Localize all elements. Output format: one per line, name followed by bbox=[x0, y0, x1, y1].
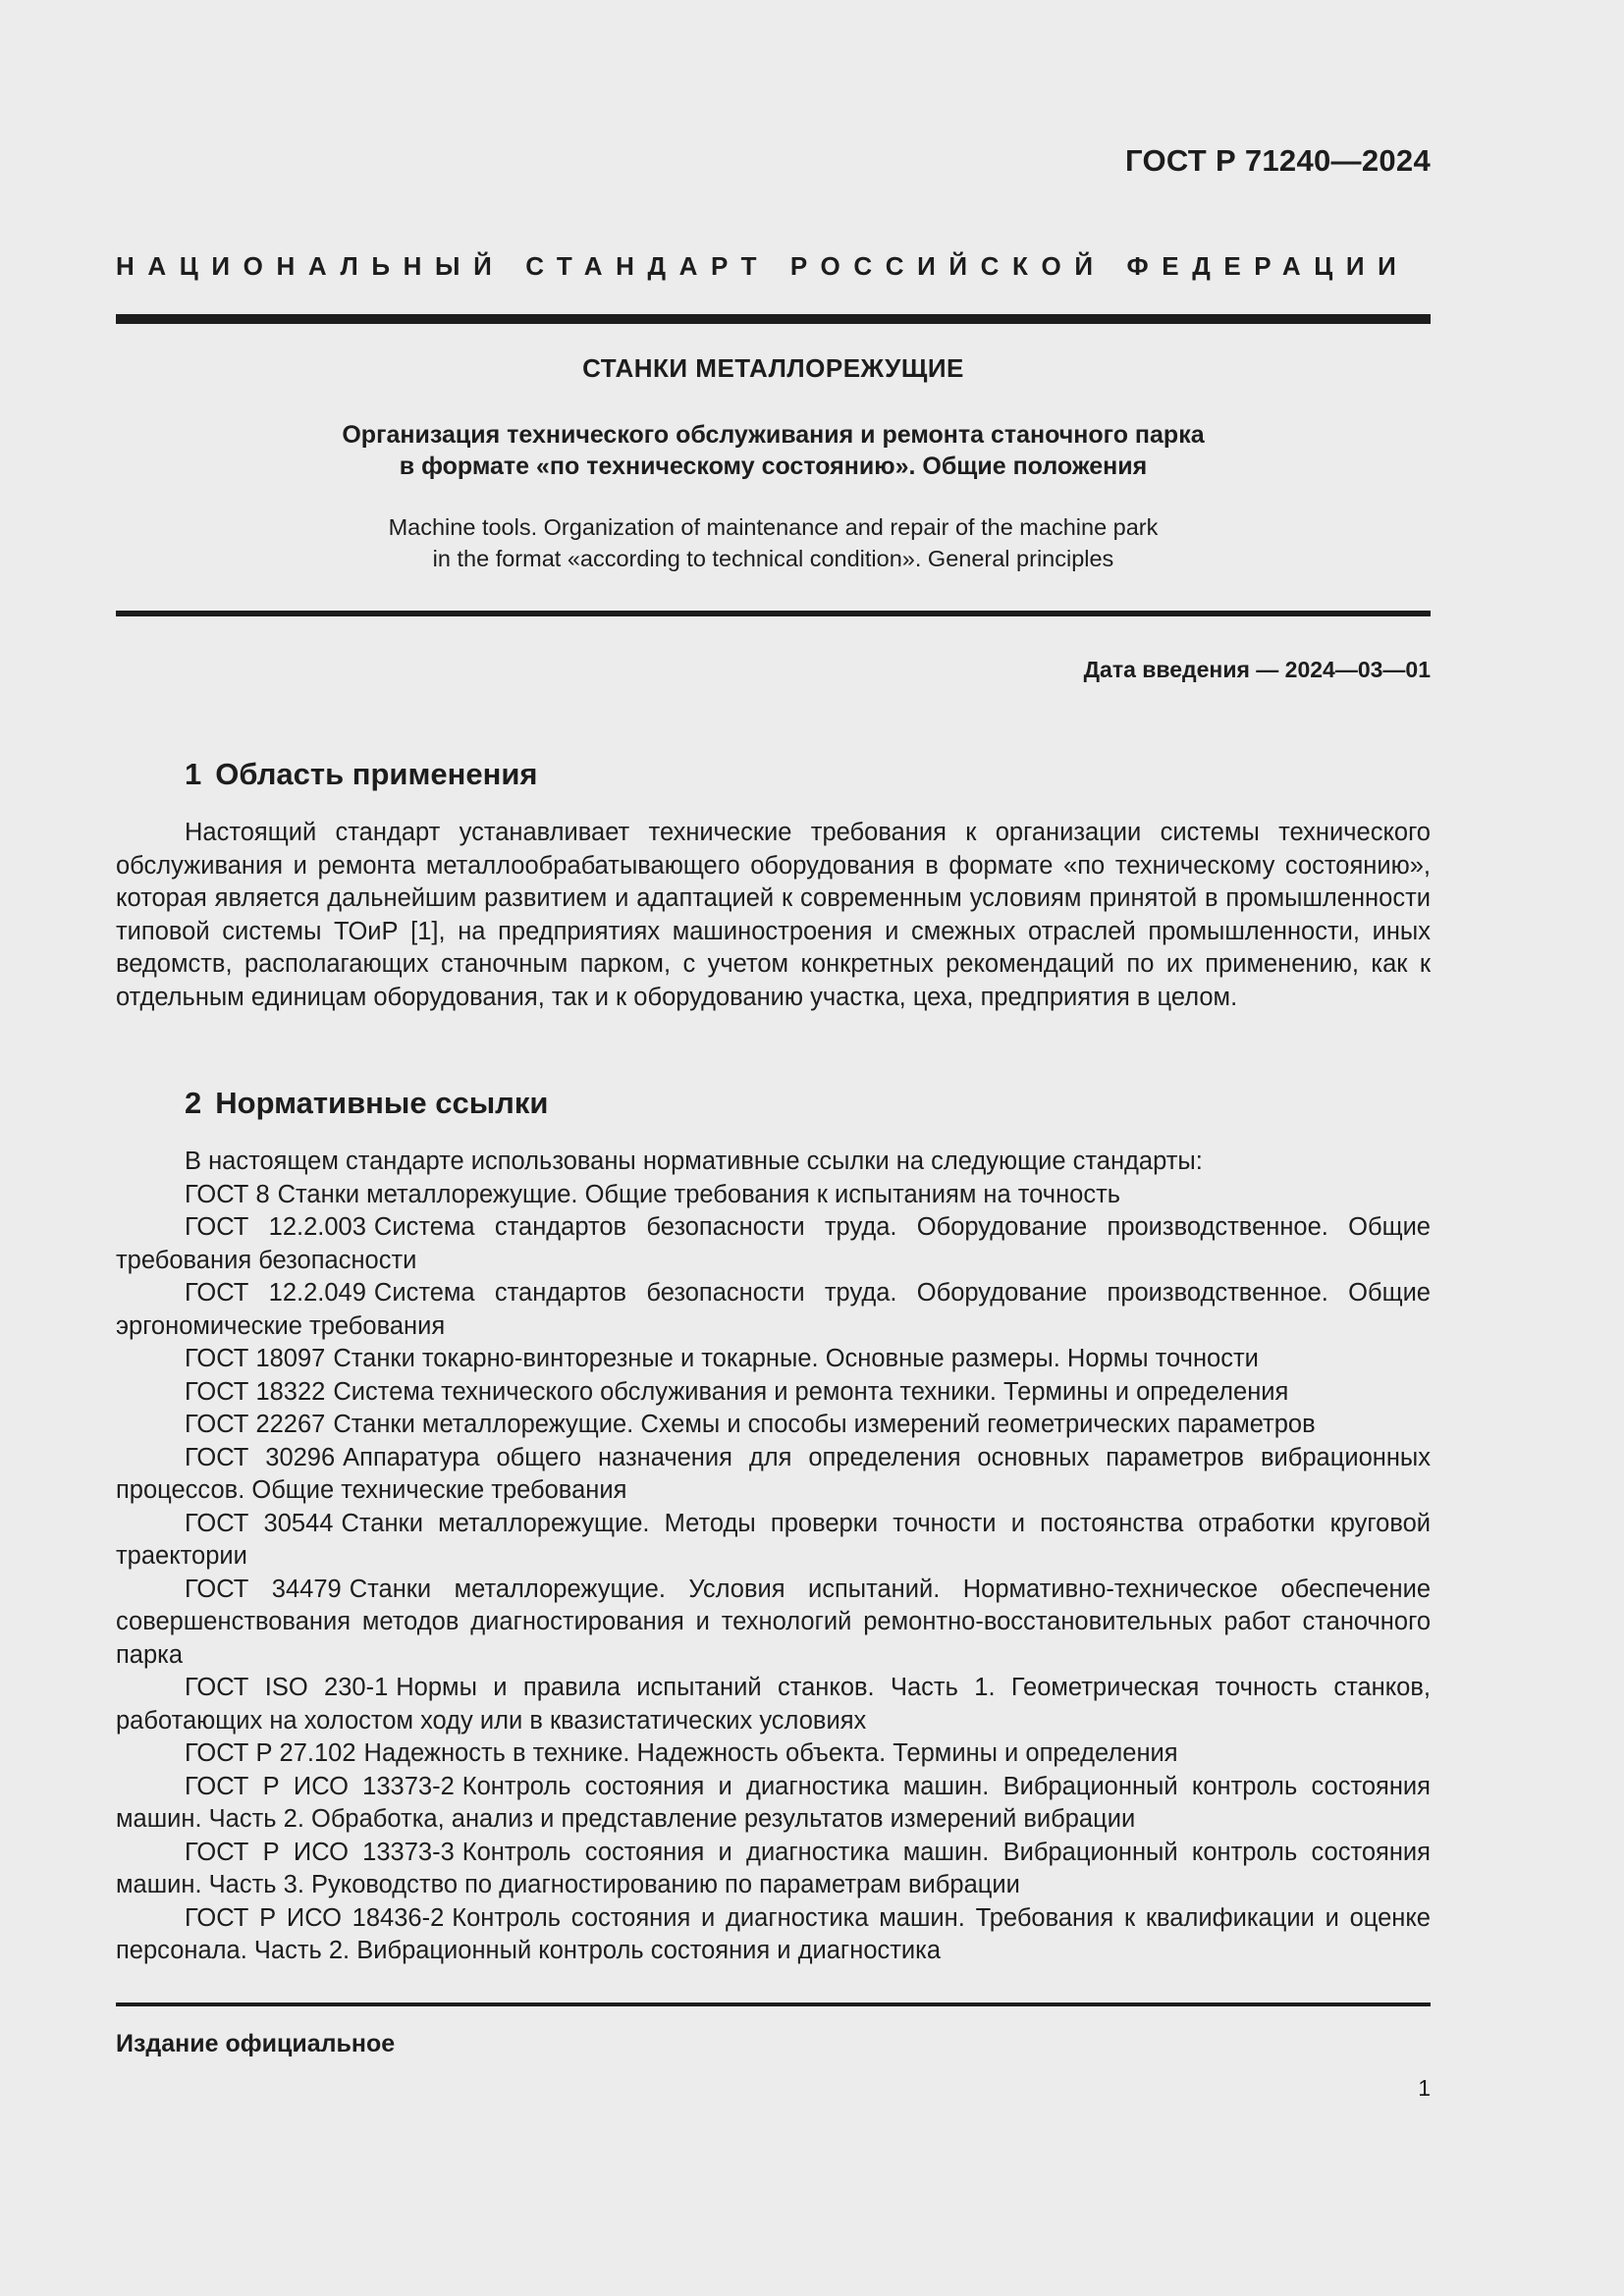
reference-code: ГОСТ 22267 bbox=[185, 1411, 326, 1438]
reference-text: Станки токарно-винторезные и токарные. Основные размеры. Нормы точности bbox=[333, 1345, 1259, 1372]
document-page bbox=[116, 0, 1431, 2296]
reference-text: Станки металлорежущие. Схемы и способы измерений геометрических параметров bbox=[333, 1411, 1316, 1438]
reference-text: Станки металлорежущие. Условия испытаний. Нормативно-техническое обеспечение совершенствования методов диагностирования и технологий ремонтно-восстановительных работ станочного парка bbox=[116, 1575, 1431, 1669]
national-standard-banner: НАЦИОНАЛЬНЫЙ СТАНДАРТ РОССИЙСКОЙ ФЕДЕРАЦИИ bbox=[116, 251, 1410, 281]
reference-code: ГОСТ Р ИСО 13373-3 bbox=[185, 1838, 455, 1866]
reference-item bbox=[116, 1771, 1431, 1837]
reference-text: Аппаратура общего назначения для определения основных параметров вибрационных процессов. Общие технические требования bbox=[116, 1443, 1431, 1504]
gost-number: ГОСТ Р 71240—2024 bbox=[1125, 143, 1431, 178]
document-subtitle bbox=[116, 419, 1431, 482]
reference-code: ГОСТ ISO 230-1 bbox=[185, 1674, 389, 1701]
date-introduced: Дата введения — 2024—03—01 bbox=[1083, 657, 1431, 682]
reference-text: Контроль состояния и диагностика машин. Вибрационный контроль состояния машин. Часть 2. Обработка, анализ и представление результатов измерений вибрации bbox=[116, 1772, 1431, 1833]
reference-item bbox=[116, 1902, 1431, 1968]
reference-item bbox=[116, 1574, 1431, 1673]
references-list bbox=[116, 1179, 1431, 1968]
reference-text: Система стандартов безопасности труда. Оборудование производственное. Общие эргономические требования bbox=[116, 1279, 1431, 1340]
page-number: 1 bbox=[1418, 2075, 1431, 2101]
reference-text: Надежность в технике. Надежность объекта. Термины и определения bbox=[363, 1739, 1178, 1767]
edition-label: Издание официальное bbox=[116, 2030, 396, 2057]
reference-item bbox=[116, 1508, 1431, 1574]
reference-text: Система стандартов безопасности труда. Оборудование производственное. Общие требования безопасности bbox=[116, 1213, 1431, 1274]
subtitle-line-2: в формате «по техническому состоянию». Общие положения bbox=[399, 453, 1148, 480]
section-1-heading bbox=[185, 757, 538, 792]
references-intro: В настоящем стандарте использованы нормативные ссылки на следующие стандарты: bbox=[185, 1148, 1203, 1175]
reference-code: ГОСТ 34479 bbox=[185, 1575, 342, 1603]
section-1-title: Область применения bbox=[215, 757, 538, 791]
reference-item bbox=[116, 1376, 1431, 1410]
reference-code: ГОСТ 12.2.049 bbox=[185, 1279, 366, 1307]
reference-text: Нормы и правила испытаний станков. Часть 1. Геометрическая точность станков, работающих на холостом ходу или в квазистатических условиях bbox=[116, 1674, 1431, 1735]
footer-divider bbox=[116, 2002, 1431, 2006]
section-2-heading bbox=[185, 1086, 548, 1121]
reference-code: ГОСТ 30296 bbox=[185, 1443, 336, 1471]
reference-code: ГОСТ 8 bbox=[185, 1180, 270, 1208]
reference-item bbox=[116, 1277, 1431, 1343]
document-subtitle-english bbox=[116, 511, 1431, 574]
reference-text: Контроль состояния и диагностика машин. Требования к квалификации и оценке персонала. Часть 2. Вибрационный контроль состояния и диагностика bbox=[116, 1903, 1431, 1964]
reference-code: ГОСТ 18322 bbox=[185, 1377, 326, 1406]
reference-code: ГОСТ Р ИСО 18436-2 bbox=[185, 1903, 445, 1932]
reference-item bbox=[116, 1211, 1431, 1277]
reference-code: ГОСТ Р 27.102 bbox=[185, 1739, 356, 1767]
reference-item bbox=[116, 1837, 1431, 1902]
title-divider bbox=[116, 611, 1431, 616]
english-line-2: in the format «according to technical condition». General principles bbox=[432, 546, 1114, 571]
reference-code: ГОСТ 12.2.003 bbox=[185, 1213, 366, 1241]
reference-text: Система технического обслуживания и ремонта техники. Термины и определения bbox=[333, 1377, 1289, 1406]
reference-code: ГОСТ 18097 bbox=[185, 1345, 326, 1372]
reference-item bbox=[116, 1179, 1431, 1212]
section-2-body bbox=[116, 1146, 1431, 1968]
reference-text: Станки металлорежущие. Общие требования к испытаниям на точность bbox=[277, 1180, 1121, 1208]
reference-item bbox=[116, 1442, 1431, 1508]
reference-item bbox=[116, 1672, 1431, 1737]
reference-item bbox=[116, 1737, 1431, 1771]
section-1-number: 1 bbox=[185, 757, 202, 791]
header-divider bbox=[116, 314, 1431, 324]
reference-text: Станки металлорежущие. Методы проверки точности и постоянства отработки круговой траектории bbox=[116, 1509, 1432, 1570]
section-1-body bbox=[116, 817, 1431, 1014]
subtitle-line-1: Организация технического обслуживания и ремонта станочного парка bbox=[342, 421, 1205, 449]
reference-code: ГОСТ Р ИСО 13373-2 bbox=[185, 1772, 455, 1800]
section-2-number: 2 bbox=[185, 1086, 202, 1120]
section-1-paragraph: Настоящий стандарт устанавливает технические требования к организации системы технического обслуживания и ремонта металлообрабатывающего оборудования в формате «по техническому состоянию», которая является дальнейшим развитием и адаптацией к современным условиям принятой в промышленности типовой системы ТОиР [1], на предприятиях машиностроения и смежных отраслей промышленности, иных ведомств, располагающих станочным парком, с учетом конкретных рекомендаций по их применению, как к отдельным единицам оборудования, так и к оборудованию участка, цеха, предприятия в целом. bbox=[116, 819, 1431, 1011]
reference-item bbox=[116, 1343, 1431, 1376]
reference-text: Контроль состояния и диагностика машин. Вибрационный контроль состояния машин. Часть 3. Руководство по диагностированию по параметрам вибрации bbox=[116, 1838, 1431, 1898]
document-title: СТАНКИ МЕТАЛЛОРЕЖУЩИЕ bbox=[582, 353, 964, 383]
reference-item bbox=[116, 1409, 1431, 1442]
english-line-1: Machine tools. Organization of maintenance and repair of the machine park bbox=[388, 514, 1159, 540]
reference-code: ГОСТ 30544 bbox=[185, 1509, 334, 1537]
section-2-title: Нормативные ссылки bbox=[215, 1086, 549, 1120]
